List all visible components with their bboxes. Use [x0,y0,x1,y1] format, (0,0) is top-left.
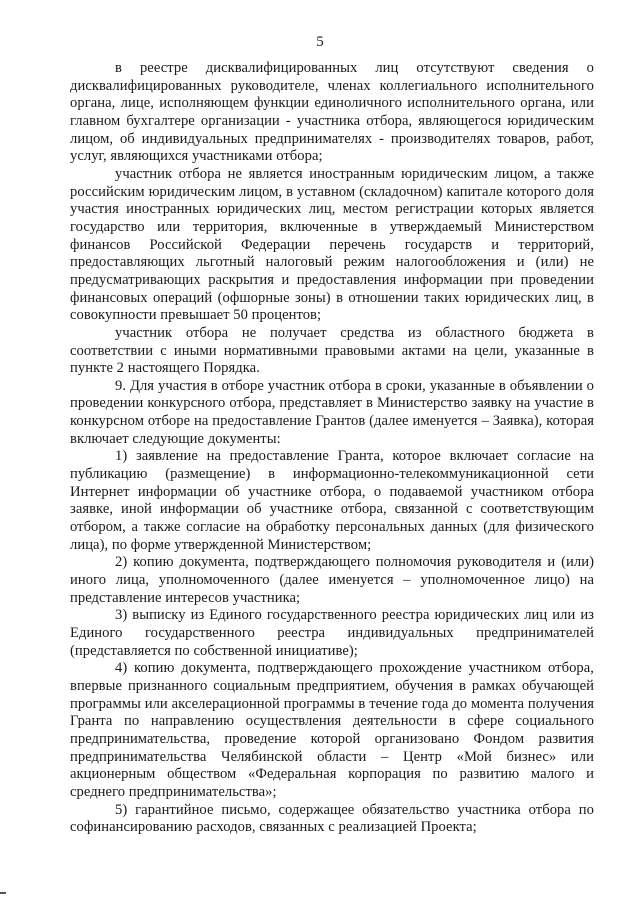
document-body [70,60,594,837]
paragraph-item-4-training-document: 4) копию документа, подтверждающего прохождение участником отбора, впервые признанного социальным предприятием, обучения в рамках обучающей программы или акселерационной программы в течение года до момента получения Гранта по направлению осуществления деятельности в сфере социального предпринимательства, проведение которой организовано Фондом развития предпринимательства Челябинской области – Центр «Мой бизнес» или акционерным обществом «Федеральная корпорация по развитию малого и среднего предпринимательства»; [70,660,594,800]
scan-edge-mark [0,892,6,894]
paragraph-not-foreign-entity: участник отбора не является иностранным юридическим лицом, а также российским юридическим лицом, в уставном (складочном) капитале которого доля участия иностранных юридических лиц, местом регистрации которых является государство или территория, включенные в утверждаемый Министерством финансов Российской Федерации перечень государств и территорий, предоставляющих льготный налоговый режим налогообложения и (или) не предусматривающих раскрытия и предоставления информации при проведении финансовых операций (офшорные зоны) в отношении таких юридических лиц, в совокупности превышает 50 процентов; [70,165,594,324]
paragraph-section-9-application: 9. Для участия в отборе участник отбора в сроки, указанные в объявлении о проведении конкурсного отбора, представляет в Министерство заявку на участие в конкурсном отборе на предоставление Грантов (далее именуется – Заявка), которая включает следующие документы: [70,377,594,447]
paragraph-item-1-grant-statement: 1) заявление на предоставление Гранта, которое включает согласие на публикацию (размещение) в информационно-телекоммуникационной сети Интернет информации об участнике отбора, о подаваемой участником отбора заявке, иной информации об участнике отбора, связанной с соответствующим отбором, а также согласие на обработку персональных данных (для физического лица), по форме утвержденной Министерством; [70,448,594,553]
paragraph-disqualified-registry: в реестре дисквалифицированных лиц отсутствуют сведения о дисквалифицированных руководителе, членах коллегиального исполнительного органа, лице, исполняющем функции единоличного исполнительного органа, или главном бухгалтере организации - участника отбора, являющегося юридическим лицом, об индивидуальных предпринимателях - производителях товаров, работ, услуг, являющихся участниками отбора; [70,60,594,165]
page-number: 5 [316,34,324,50]
paragraph-item-2-authority-copy: 2) копию документа, подтверждающего полномочия руководителя и (или) иного лица, уполномоченного (далее именуется – уполномоченное лицо) на представление интересов участника; [70,554,594,606]
paragraph-item-5-guarantee-letter: 5) гарантийное письмо, содержащее обязательство участника отбора по софинансированию расходов, связанных с реализацией Проекта; [70,801,594,836]
paragraph-no-regional-budget-funds: участник отбора не получает средства из областного бюджета в соответствии с иными нормативными правовыми актами на цели, указанные в пункте 2 настоящего Порядка. [70,324,594,377]
paragraph-item-3-registry-extract: 3) выписку из Единого государственного реестра юридических лиц или из Единого государственного реестра индивидуальных предпринимателей (представляется по собственной инициативе); [70,607,594,659]
